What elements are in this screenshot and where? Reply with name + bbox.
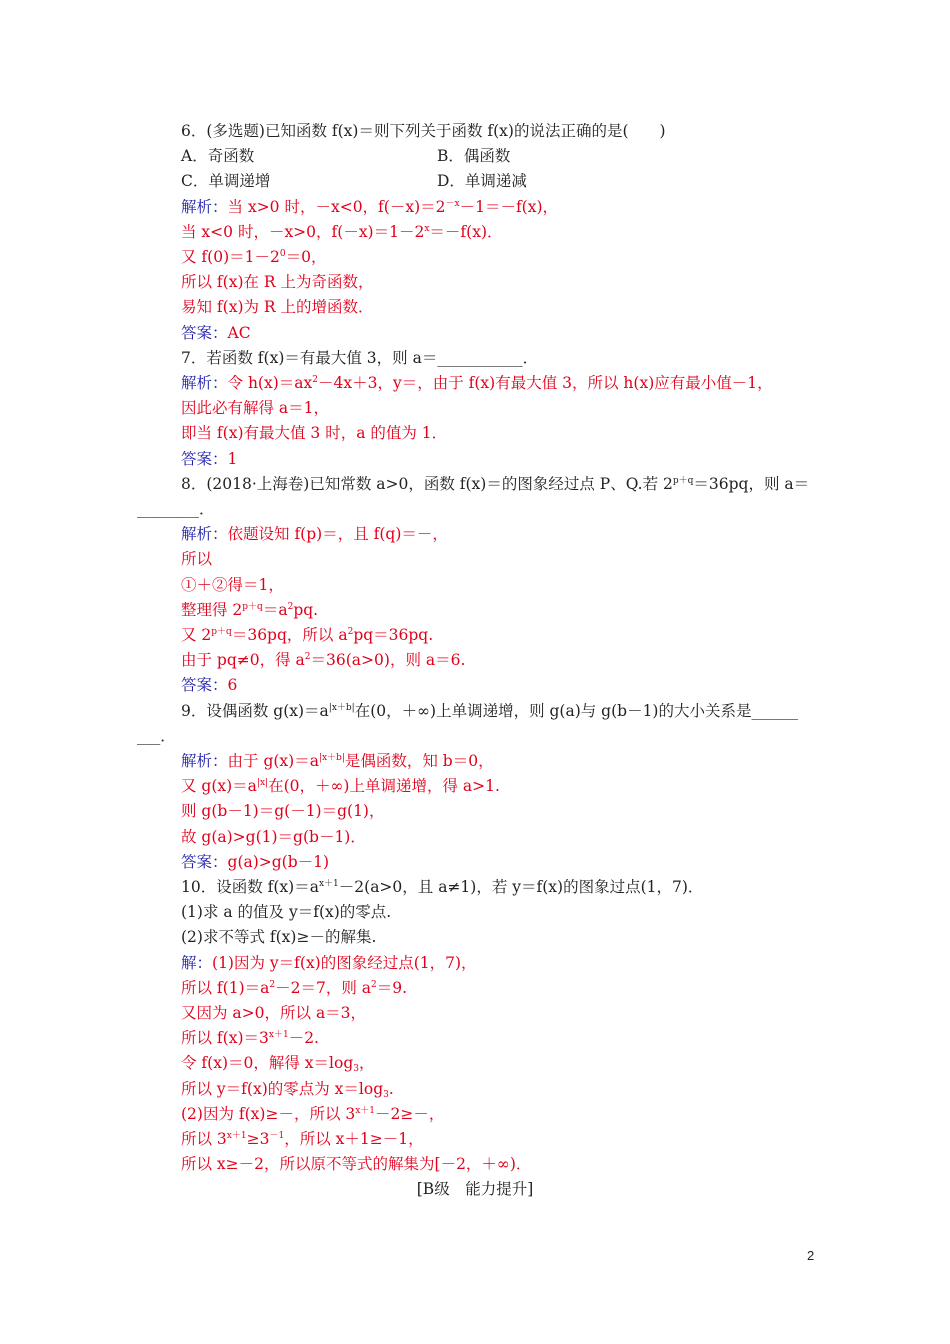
page-number: 2 bbox=[807, 1248, 815, 1263]
q6-solution-line-3: 又 $f(0)=1-2^0=0$， bbox=[181, 248, 327, 266]
q9-solution-line-3: 则 g(b－1)＝g(－1)＝g(1)， bbox=[181, 802, 385, 820]
q10-stem: 10．设函数 $f(x)=a^{x+1}-2(a>0$，且 a≠1)，若 y＝f(x)的图象过点(1，7)． bbox=[181, 878, 704, 896]
solution-label: 解： bbox=[181, 954, 213, 972]
answer-label: 答案： bbox=[181, 676, 228, 694]
q6-option-d: D．单调递减 bbox=[437, 172, 527, 190]
q8-stem-line-2: ________． bbox=[137, 500, 215, 518]
q8-solution-line-6: 由于 pq≠0，得 $a^2=36(a>0)$，则 a＝6. bbox=[181, 651, 466, 669]
q6-solution-line-1: 解析：当 x>0 时，－x<0，$f(-x)=2^{-x}-1=-f(x)$， bbox=[181, 198, 559, 216]
solution-label: 解析： bbox=[181, 374, 228, 392]
q8-solution-line-2: 所以 bbox=[181, 550, 213, 568]
q10-solution-line-9: 所以 x≥－2，所以原不等式的解集为[－2，＋∞)． bbox=[181, 1155, 532, 1173]
q9-stem-line-2: ___． bbox=[137, 727, 176, 745]
solution-label: 解析： bbox=[181, 525, 228, 543]
q9-solution-line-2: 又 $g(x)=a^{|x|}$在(0，＋∞)上单调递增，得 a>1. bbox=[181, 777, 500, 795]
q6-solution-line-2: 当 x<0 时，－x>0，$f(-x)=1-2^x=-f(x)$． bbox=[181, 223, 503, 241]
q7-solution-line-1: 解析：令 $h(x)=ax^2-4x+3$，y＝，由于 f(x)有最大值 3，所以 h(x)应有最小值－1， bbox=[181, 374, 773, 392]
answer-label: 答案： bbox=[181, 324, 228, 342]
q6-solution-line-5: 易知 f(x)为 R 上的增函数． bbox=[181, 298, 374, 316]
q7-answer: 答案：1 bbox=[181, 450, 238, 468]
q10-solution-line-2: 所以 $f(1)=a^2-2=7$，则 $a^2=9$. bbox=[181, 979, 408, 997]
q6-option-a: A．奇函数 bbox=[181, 147, 255, 165]
q8-solution-line-1: 解析：依题设知 f(p)＝，且 f(q)＝－， bbox=[181, 525, 448, 543]
q8-solution-line-3: ①＋②得＝1， bbox=[181, 576, 284, 594]
q7-solution-line-2: 因此必有解得 a＝1， bbox=[181, 399, 330, 417]
q6-answer: 答案：AC bbox=[181, 324, 251, 342]
q10-part-2: (2)求不等式 f(x)≥－的解集. bbox=[181, 928, 377, 946]
q6-solution-line-4: 所以 f(x)在 R 上为奇函数， bbox=[181, 273, 374, 291]
q10-solution-line-8: 所以 $3^{x+1}\ge 3^{-1}$，所以 x＋1≥－1， bbox=[181, 1130, 424, 1148]
q7-stem: 7．若函数 f(x)＝有最大值 3，则 a＝___________． bbox=[181, 349, 539, 367]
q10-solution-line-6: 所以 y＝f(x)的零点为 $x=\log_3$. bbox=[181, 1080, 394, 1100]
q9-stem: 9．设偶函数 $g(x)=a^{|x+b|}$在(0，＋∞)上单调递增，则 g(a)与 g(b－1)的大小关系是______ bbox=[181, 702, 798, 720]
q10-solution-line-1: 解：(1)因为 y＝f(x)的图象经过点(1，7)， bbox=[181, 954, 477, 972]
solution-label: 解析： bbox=[181, 752, 228, 770]
q10-solution-line-7: (2)因为 f(x)≥－，所以 $3^{x+1}-2\ge-$， bbox=[181, 1105, 445, 1123]
q6-option-c: C．单调递增 bbox=[181, 172, 271, 190]
q8-stem: 8．(2018·上海卷)已知常数 a>0，函数 f(x)＝的图象经过点 P、Q.若 $2^{p+q}=36pq$，则 a＝ bbox=[181, 475, 810, 493]
q9-answer: 答案：g(a)>g(b－1) bbox=[181, 853, 330, 871]
q10-solution-line-4: 所以 $f(x)=3^{x+1}-2$. bbox=[181, 1029, 319, 1047]
q10-solution-line-3: 又因为 a>0，所以 a＝3， bbox=[181, 1004, 367, 1022]
q6-option-b: B．偶函数 bbox=[437, 147, 511, 165]
q6-stem: 6．(多选题)已知函数 f(x)＝则下列关于函数 f(x)的说法正确的是( ) bbox=[181, 122, 666, 140]
answer-label: 答案： bbox=[181, 853, 228, 871]
q9-solution-line-4: 故 g(a)>g(1)＝g(b－1)． bbox=[181, 828, 366, 846]
q8-answer: 答案：6 bbox=[181, 676, 238, 694]
answer-label: 答案： bbox=[181, 450, 228, 468]
q8-solution-line-5: 又 $2^{p+q}=36pq$，所以 $a^2pq=36pq$. bbox=[181, 626, 434, 644]
q7-solution-line-3: 即当 f(x)有最大值 3 时，a 的值为 1． bbox=[181, 424, 448, 442]
q10-part-1: (1)求 a 的值及 y＝f(x)的零点. bbox=[181, 903, 392, 921]
solution-label: 解析： bbox=[181, 198, 228, 216]
q9-solution-line-1: 解析：由于 $g(x)=a^{|x+b|}$是偶函数，知 b＝0， bbox=[181, 752, 494, 770]
q8-solution-line-4: 整理得 $2^{p+q}=a^2pq$. bbox=[181, 601, 319, 619]
q10-solution-line-5: 令 f(x)＝0，解得 $x=\log_3$， bbox=[181, 1054, 375, 1074]
section-heading: [B级 能力提升] bbox=[416, 1180, 534, 1198]
